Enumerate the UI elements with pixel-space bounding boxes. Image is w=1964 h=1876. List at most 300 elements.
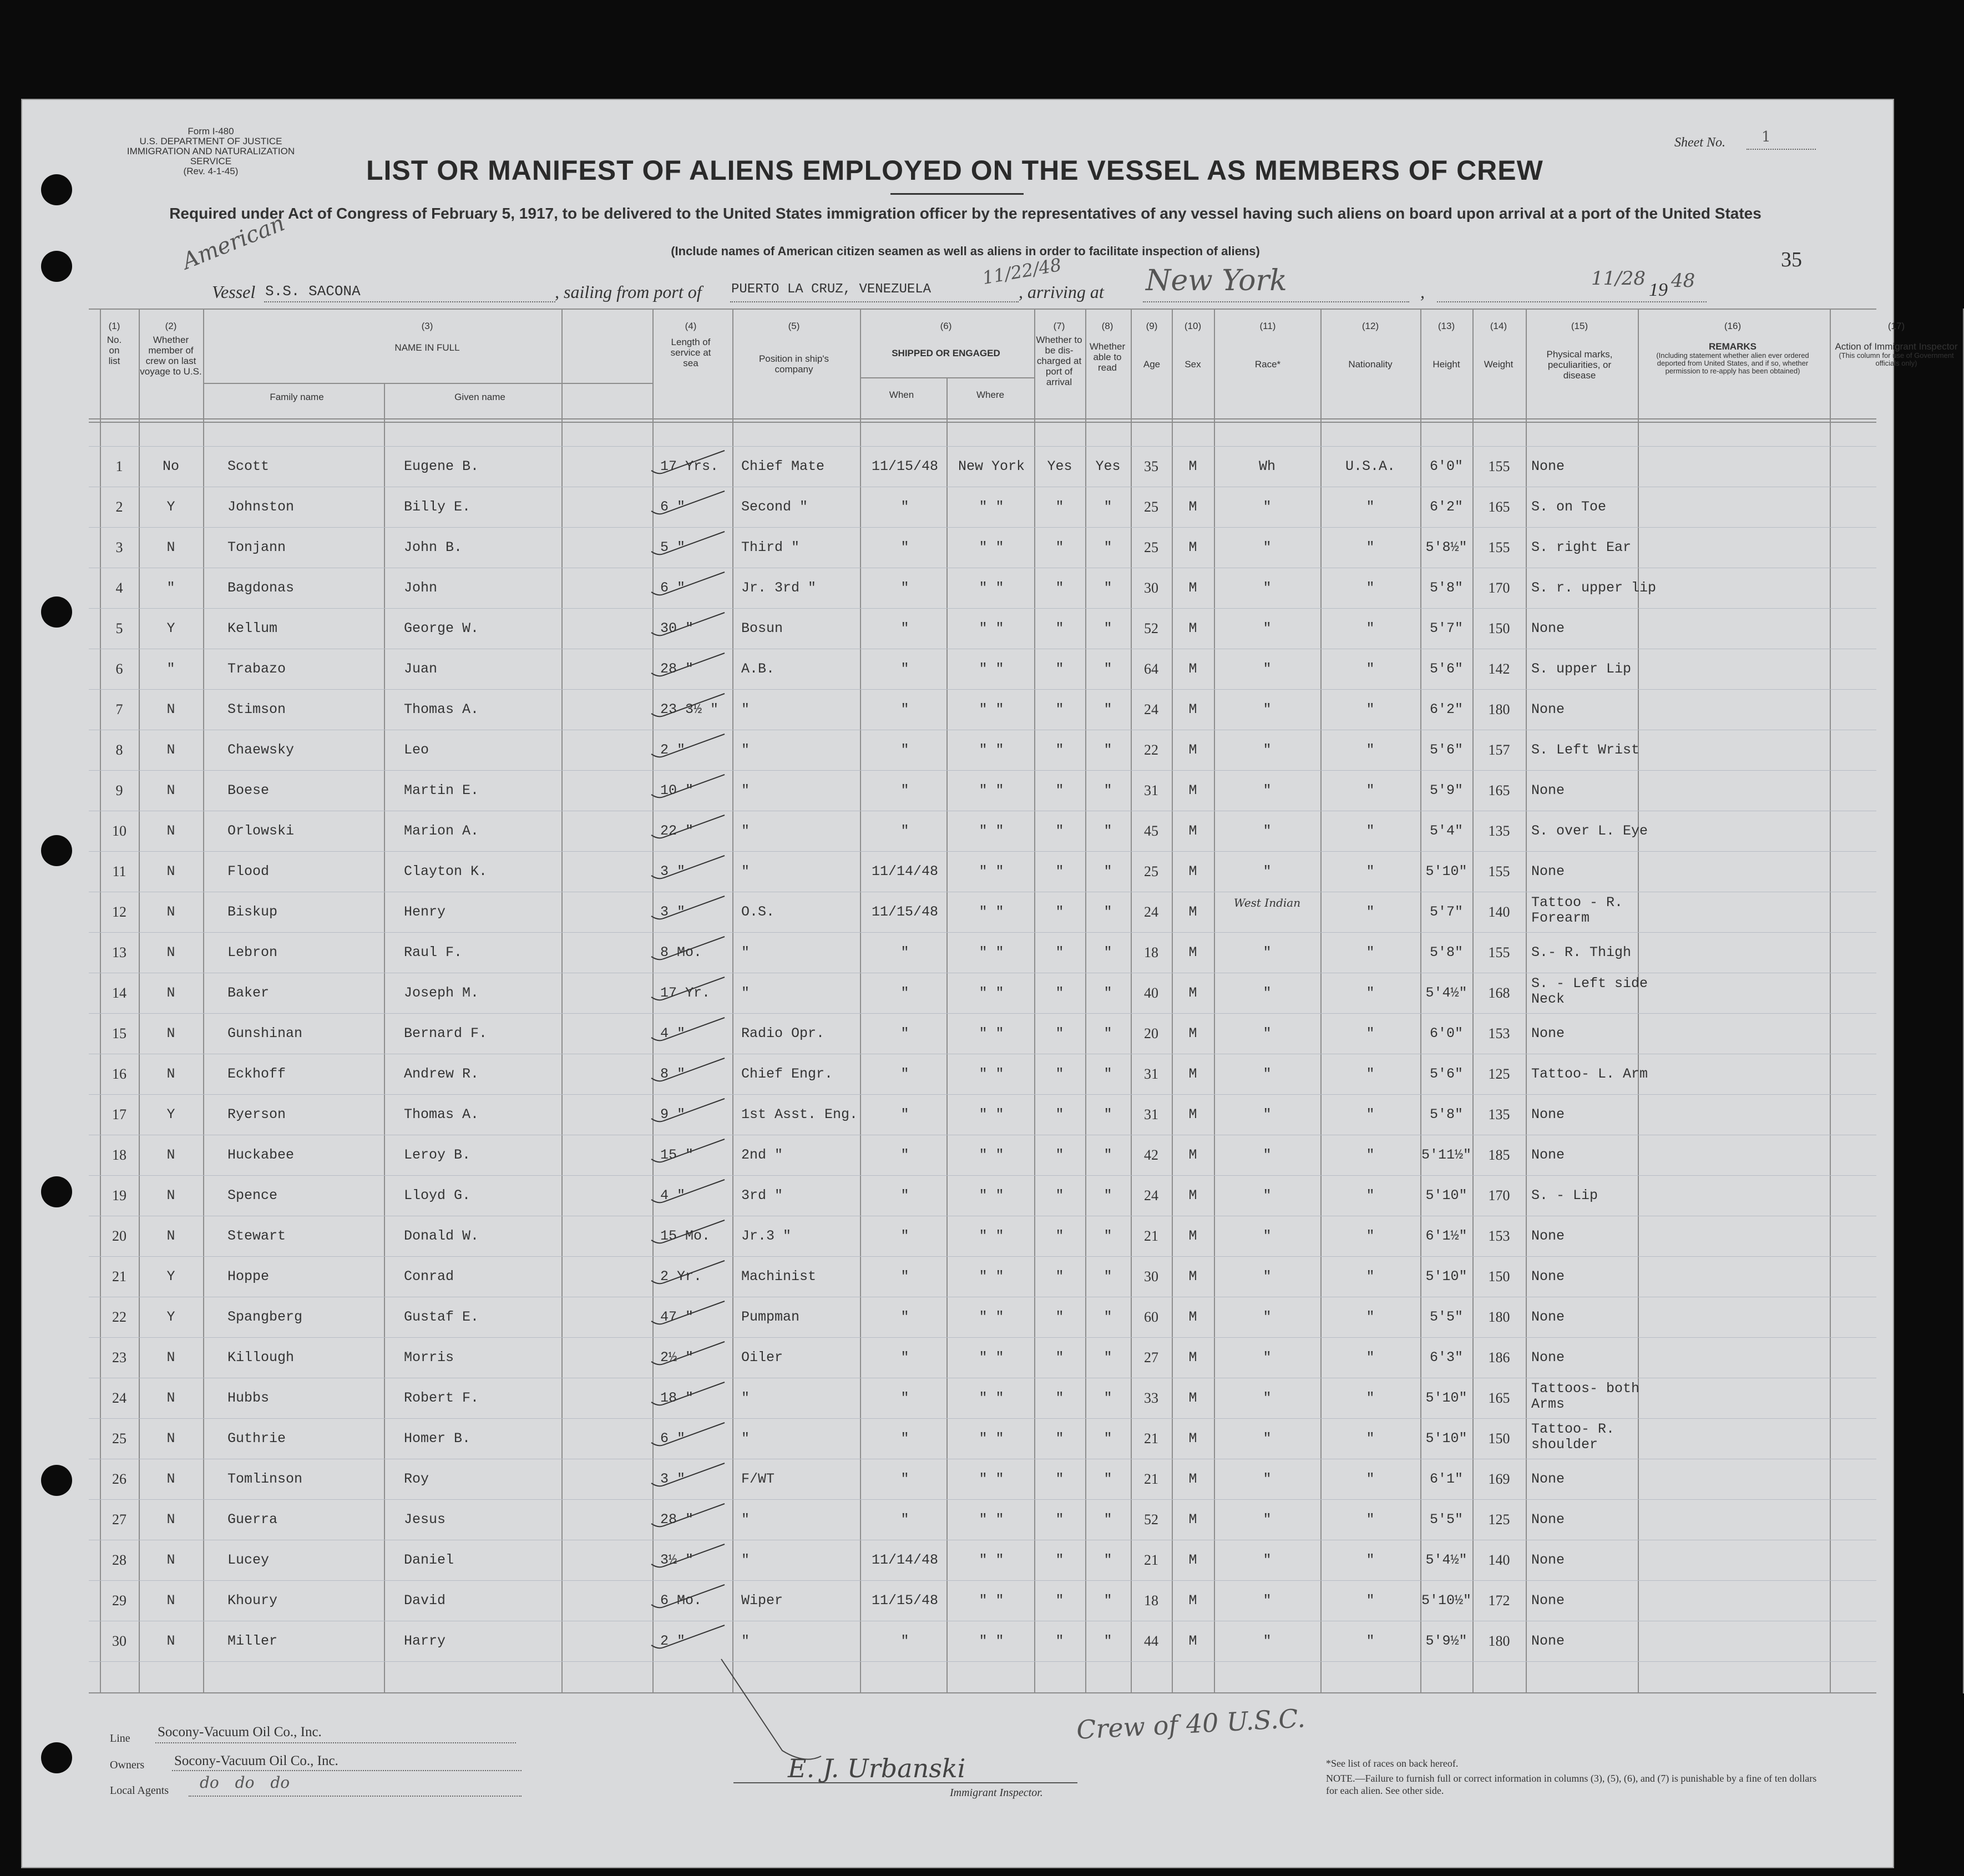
col10-num: (10) bbox=[1184, 321, 1202, 331]
cell-read: " bbox=[1104, 985, 1112, 1001]
cell-disch: " bbox=[1055, 1025, 1064, 1041]
races-note: *See list of races on back hereof. bbox=[1326, 1758, 1459, 1769]
col13-num: (13) bbox=[1437, 321, 1455, 331]
row-rule bbox=[89, 1580, 1876, 1581]
owners-value: Socony-Vacuum Oil Co., Inc. bbox=[174, 1753, 338, 1768]
cell-sex: M bbox=[1188, 620, 1197, 636]
cell-given: Bernard F. bbox=[404, 1025, 488, 1041]
cell-family: Kellum bbox=[227, 620, 278, 636]
cell-no: 11 bbox=[112, 863, 126, 879]
cell-sex: M bbox=[1188, 1187, 1197, 1204]
cell-crew: N bbox=[166, 1066, 175, 1082]
cell-family: Baker bbox=[227, 985, 270, 1001]
cell-service: 6 " bbox=[660, 499, 686, 515]
cell-nat: " bbox=[1366, 742, 1375, 758]
col15-header bbox=[1527, 321, 1632, 381]
cell-no: 26 bbox=[112, 1471, 126, 1487]
cell-height: 5'4½" bbox=[1425, 1552, 1467, 1568]
cell-crew: N bbox=[166, 985, 175, 1001]
cell-height: 6'2" bbox=[1429, 499, 1463, 515]
cell-given: Andrew R. bbox=[404, 1066, 479, 1082]
cell-where: " " bbox=[979, 985, 1004, 1001]
cell-weight: 185 bbox=[1488, 1147, 1510, 1163]
cell-sex: M bbox=[1188, 1552, 1197, 1568]
cell-when: " bbox=[900, 701, 909, 717]
cell-disch: " bbox=[1055, 863, 1064, 879]
cell-marks: Tattoo - R. Forearm bbox=[1531, 894, 1623, 926]
cell-marks: None bbox=[1531, 1349, 1565, 1366]
cell-service: 4 " bbox=[660, 1025, 686, 1041]
cell-no: 4 bbox=[115, 580, 123, 596]
cell-age: 31 bbox=[1144, 1066, 1158, 1082]
column-divider bbox=[732, 309, 733, 1693]
col15-num: (15) bbox=[1571, 321, 1588, 331]
col16-num: (16) bbox=[1724, 321, 1742, 331]
cell-service: 6 " bbox=[660, 580, 686, 596]
cell-family: Boese bbox=[227, 782, 270, 798]
cell-where: " " bbox=[979, 1552, 1004, 1568]
inspector-signature: E. J. Urbanski bbox=[788, 1753, 966, 1783]
cell-where: " " bbox=[979, 863, 1004, 879]
cell-race: " bbox=[1263, 1633, 1272, 1649]
cell-marks: S. on Toe bbox=[1531, 499, 1607, 515]
sailing-date: 11/22/48 bbox=[980, 254, 1063, 289]
cell-service: 22 " bbox=[660, 823, 694, 839]
row-rule bbox=[89, 689, 1876, 690]
cell-family: Guerra bbox=[227, 1511, 278, 1528]
cell-family: Bagdonas bbox=[227, 580, 295, 596]
cell-nat: " bbox=[1366, 1511, 1375, 1528]
cell-nat: " bbox=[1366, 782, 1375, 798]
cell-given: Daniel bbox=[404, 1552, 454, 1568]
cell-read: " bbox=[1104, 1390, 1112, 1406]
cell-service: 28 " bbox=[660, 661, 694, 677]
cell-disch: " bbox=[1055, 944, 1064, 960]
cell-when: " bbox=[900, 1268, 909, 1285]
cell-read: " bbox=[1104, 1552, 1112, 1568]
cell-position: Third " bbox=[741, 539, 800, 555]
cell-weight: 157 bbox=[1488, 742, 1510, 758]
cell-where: " " bbox=[979, 1430, 1004, 1447]
cell-position: " bbox=[741, 944, 750, 960]
cell-nat: " bbox=[1366, 1430, 1375, 1447]
col9-num: (9) bbox=[1146, 321, 1158, 331]
cell-service: 15 Mo. bbox=[660, 1228, 711, 1244]
cell-height: 5'4½" bbox=[1425, 985, 1467, 1001]
col3-subdivider bbox=[203, 383, 654, 384]
col14-num: (14) bbox=[1490, 321, 1507, 331]
cell-when: " bbox=[900, 944, 909, 960]
cell-sex: M bbox=[1188, 701, 1197, 717]
cell-sex: M bbox=[1188, 823, 1197, 839]
cell-sex: M bbox=[1188, 1471, 1197, 1487]
row-rule bbox=[89, 1175, 1876, 1176]
cell-read: " bbox=[1104, 499, 1112, 515]
cell-disch: " bbox=[1055, 620, 1064, 636]
cell-age: 64 bbox=[1144, 661, 1158, 677]
cell-where: " " bbox=[979, 1066, 1004, 1082]
cell-height: 5'7" bbox=[1429, 620, 1463, 636]
cell-race: " bbox=[1263, 1390, 1272, 1406]
cell-race: " bbox=[1263, 620, 1272, 636]
cell-weight: 180 bbox=[1488, 1309, 1510, 1325]
cell-race: " bbox=[1263, 661, 1272, 677]
cell-given: Raul F. bbox=[404, 944, 463, 960]
date-line bbox=[1437, 301, 1707, 302]
cell-age: 52 bbox=[1144, 1511, 1158, 1528]
include-note: (Include names of American citizen seamen as well as aliens in order to facilitate inspection of aliens) bbox=[671, 244, 1260, 258]
col16-header bbox=[1637, 321, 1829, 375]
cell-read: " bbox=[1104, 1025, 1112, 1041]
cell-where: " " bbox=[979, 1106, 1004, 1122]
cell-family: Killough bbox=[227, 1349, 295, 1366]
cell-age: 42 bbox=[1144, 1147, 1158, 1163]
cell-weight: 140 bbox=[1488, 904, 1510, 920]
cell-no: 8 bbox=[115, 742, 123, 758]
cell-when: " bbox=[900, 823, 909, 839]
cell-no: 21 bbox=[112, 1268, 126, 1285]
cell-marks: Tattoo- R. shoulder bbox=[1531, 1421, 1615, 1453]
cell-read: " bbox=[1104, 1309, 1112, 1325]
cell-weight: 155 bbox=[1488, 863, 1510, 879]
cell-weight: 155 bbox=[1488, 458, 1510, 474]
cell-sex: M bbox=[1188, 539, 1197, 555]
cell-given: Robert F. bbox=[404, 1390, 479, 1406]
cell-crew: N bbox=[166, 701, 175, 717]
cell-height: 5'5" bbox=[1429, 1511, 1463, 1528]
cell-disch: Yes bbox=[1047, 458, 1072, 474]
cell-given: Thomas A. bbox=[404, 701, 479, 717]
cell-weight: 153 bbox=[1488, 1025, 1510, 1041]
cell-sex: M bbox=[1188, 1633, 1197, 1649]
cell-service: 3 " bbox=[660, 863, 686, 879]
cell-read: " bbox=[1104, 1430, 1112, 1447]
cell-race: " bbox=[1263, 1228, 1272, 1244]
cell-no: 16 bbox=[112, 1066, 126, 1082]
cell-sex: M bbox=[1188, 580, 1197, 596]
cell-service: 2 " bbox=[660, 742, 686, 758]
cell-nat: " bbox=[1366, 863, 1375, 879]
cell-crew: N bbox=[166, 539, 175, 555]
cell-disch: " bbox=[1055, 1633, 1064, 1649]
cell-race: " bbox=[1263, 985, 1272, 1001]
cell-where: " " bbox=[979, 742, 1004, 758]
cell-read: " bbox=[1104, 1228, 1112, 1244]
cell-sex: M bbox=[1188, 1147, 1197, 1163]
cell-disch: " bbox=[1055, 1268, 1064, 1285]
column-divider bbox=[1526, 309, 1527, 1693]
col10-label: Sex bbox=[1185, 359, 1201, 370]
col15-label: Physical marks, peculiarities, or disease bbox=[1546, 349, 1613, 381]
cell-disch: " bbox=[1055, 742, 1064, 758]
cell-weight: 165 bbox=[1488, 782, 1510, 798]
service-check-mark bbox=[647, 448, 730, 482]
col2-label: Whether member of crew on last voyage to U.S. bbox=[140, 335, 202, 377]
cell-crew: N bbox=[166, 1228, 175, 1244]
cell-read: " bbox=[1104, 620, 1112, 636]
cell-read: " bbox=[1104, 1187, 1112, 1204]
cell-sex: M bbox=[1188, 1025, 1197, 1041]
year-printed: 19 bbox=[1649, 280, 1668, 300]
cell-disch: " bbox=[1055, 539, 1064, 555]
row-rule bbox=[89, 527, 1876, 528]
cell-marks: None bbox=[1531, 1511, 1565, 1528]
cell-sex: M bbox=[1188, 1430, 1197, 1447]
service-check-mark bbox=[647, 1299, 730, 1332]
cell-where: " " bbox=[979, 701, 1004, 717]
crew-note: Crew of 40 U.S.C. bbox=[1075, 1703, 1306, 1745]
service-check-mark bbox=[647, 772, 730, 806]
cell-read: " bbox=[1104, 1268, 1112, 1285]
arriving-port: New York bbox=[1146, 264, 1287, 297]
sheet-no-line bbox=[1747, 149, 1816, 150]
cell-age: 60 bbox=[1144, 1309, 1158, 1325]
cell-marks: None bbox=[1531, 1268, 1565, 1285]
cell-weight: 150 bbox=[1488, 1268, 1510, 1285]
cell-height: 5'6" bbox=[1429, 742, 1463, 758]
cell-position: " bbox=[741, 823, 750, 839]
cell-age: 22 bbox=[1144, 742, 1158, 758]
cell-read: " bbox=[1104, 782, 1112, 798]
cell-when: " bbox=[900, 1511, 909, 1528]
cell-no: 7 bbox=[115, 701, 123, 717]
row-rule bbox=[89, 1661, 1876, 1662]
col2-header bbox=[140, 321, 202, 377]
cell-no: 19 bbox=[112, 1187, 126, 1204]
cell-service: 47 " bbox=[660, 1309, 694, 1325]
cell-sex: M bbox=[1188, 1268, 1197, 1285]
col12-num: (12) bbox=[1361, 321, 1379, 331]
cell-nat: " bbox=[1366, 701, 1375, 717]
cell-sex: M bbox=[1188, 1106, 1197, 1122]
cell-position: " bbox=[741, 1511, 750, 1528]
cell-service: 28 " bbox=[660, 1511, 694, 1528]
cell-weight: 155 bbox=[1488, 944, 1510, 960]
vessel-name: S.S. SACONA bbox=[265, 283, 361, 300]
cell-position: 2nd " bbox=[741, 1147, 783, 1163]
table-bottom-border bbox=[89, 1692, 1876, 1693]
col13-header bbox=[1421, 321, 1471, 370]
vessel-handwritten-prefix: American bbox=[179, 210, 288, 275]
cell-race: " bbox=[1263, 539, 1272, 555]
cell-read: " bbox=[1104, 1349, 1112, 1366]
cell-crew: N bbox=[166, 1390, 175, 1406]
cell-family: Tomlinson bbox=[227, 1471, 303, 1487]
cell-no: 27 bbox=[112, 1511, 126, 1528]
cell-where: " " bbox=[979, 1592, 1004, 1609]
col7-header bbox=[1034, 321, 1084, 387]
cell-age: 18 bbox=[1144, 944, 1158, 960]
cell-read: " bbox=[1104, 944, 1112, 960]
cell-sex: M bbox=[1188, 1228, 1197, 1244]
cell-when: " bbox=[900, 782, 909, 798]
cell-crew: N bbox=[166, 1592, 175, 1609]
cell-sex: M bbox=[1188, 1349, 1197, 1366]
cell-marks: S. over L. Eye bbox=[1531, 823, 1648, 839]
owners-underline bbox=[172, 1770, 522, 1771]
cell-nat: " bbox=[1366, 539, 1375, 555]
cell-read: " bbox=[1104, 742, 1112, 758]
cell-crew: Y bbox=[166, 499, 175, 515]
cell-nat: " bbox=[1366, 1228, 1375, 1244]
cell-read: " bbox=[1104, 1471, 1112, 1487]
form-header bbox=[111, 127, 311, 176]
cell-age: 33 bbox=[1144, 1390, 1158, 1406]
cell-where: " " bbox=[979, 944, 1004, 960]
service-check-mark bbox=[647, 1623, 730, 1656]
cell-age: 31 bbox=[1144, 1106, 1158, 1122]
cell-weight: 135 bbox=[1488, 1106, 1510, 1122]
col8-num: (8) bbox=[1101, 321, 1113, 331]
col7-label: Whether to be dis-charged at port of arrival bbox=[1036, 335, 1082, 387]
cell-marks: None bbox=[1531, 701, 1565, 717]
cell-nat: " bbox=[1366, 944, 1375, 960]
service-check-mark bbox=[647, 1218, 730, 1251]
cell-race: " bbox=[1263, 742, 1272, 758]
row-rule bbox=[89, 1256, 1876, 1257]
cell-position: Pumpman bbox=[741, 1309, 800, 1325]
cell-where: " " bbox=[979, 1228, 1004, 1244]
cell-where: " " bbox=[979, 1309, 1004, 1325]
punch-hole bbox=[41, 596, 72, 628]
cell-race: West Indian bbox=[1233, 896, 1301, 909]
cell-position: Machinist bbox=[741, 1268, 817, 1285]
cell-sex: M bbox=[1188, 985, 1197, 1001]
col1-num: (1) bbox=[108, 321, 120, 331]
punch-hole bbox=[41, 835, 72, 866]
service-check-mark bbox=[647, 1056, 730, 1089]
cell-when: " bbox=[900, 742, 909, 758]
cell-when: " bbox=[900, 580, 909, 596]
cell-no: 17 bbox=[112, 1106, 126, 1122]
col14-header bbox=[1474, 321, 1523, 370]
cell-read: " bbox=[1104, 823, 1112, 839]
cell-height: 5'10½" bbox=[1421, 1592, 1471, 1609]
col14-label: Weight bbox=[1484, 359, 1514, 370]
col13-label: Height bbox=[1432, 359, 1460, 370]
cell-when: " bbox=[900, 1025, 909, 1041]
cell-given: Conrad bbox=[404, 1268, 454, 1285]
cell-disch: " bbox=[1055, 1106, 1064, 1122]
cell-given: John bbox=[404, 580, 438, 596]
cell-no: 30 bbox=[112, 1633, 126, 1649]
cell-given: Juan bbox=[404, 661, 438, 677]
cell-sex: M bbox=[1188, 1511, 1197, 1528]
cell-where: " " bbox=[979, 1349, 1004, 1366]
column-divider bbox=[561, 309, 563, 1693]
cell-family: Stewart bbox=[227, 1228, 286, 1244]
cell-read: " bbox=[1104, 1147, 1112, 1163]
cell-height: 5'6" bbox=[1429, 1066, 1463, 1082]
cell-crew: N bbox=[166, 1633, 175, 1649]
cell-when: " bbox=[900, 1430, 909, 1447]
cell-position: " bbox=[741, 1390, 750, 1406]
cell-height: 5'9½" bbox=[1425, 1633, 1467, 1649]
inspector-label: Immigrant Inspector. bbox=[950, 1787, 1043, 1799]
cell-crew: " bbox=[166, 580, 175, 596]
cell-family: Orlowski bbox=[227, 823, 295, 839]
cell-weight: 140 bbox=[1488, 1552, 1510, 1568]
cell-service: 6 " bbox=[660, 1430, 686, 1447]
cell-family: Khoury bbox=[227, 1592, 278, 1609]
cell-sex: M bbox=[1188, 782, 1197, 798]
line-value: Socony-Vacuum Oil Co., Inc. bbox=[158, 1725, 322, 1740]
cell-race: " bbox=[1263, 1430, 1272, 1447]
col17-num: (17) bbox=[1887, 321, 1905, 331]
cell-disch: " bbox=[1055, 985, 1064, 1001]
cell-age: 44 bbox=[1144, 1633, 1158, 1649]
cell-when: 11/15/48 bbox=[871, 904, 939, 920]
service-check-mark bbox=[647, 651, 730, 684]
cell-disch: " bbox=[1055, 701, 1064, 717]
cell-nat: " bbox=[1366, 499, 1375, 515]
arriving-label: , arriving at bbox=[1019, 282, 1104, 302]
cell-age: 52 bbox=[1144, 620, 1158, 636]
cell-disch: " bbox=[1055, 1228, 1064, 1244]
cell-read: " bbox=[1104, 539, 1112, 555]
cell-weight: 172 bbox=[1488, 1592, 1510, 1609]
cell-given: Leo bbox=[404, 742, 429, 758]
cell-height: 6'0" bbox=[1429, 1025, 1463, 1041]
cell-family: Johnston bbox=[227, 499, 295, 515]
cell-weight: 186 bbox=[1488, 1349, 1510, 1366]
col11-header bbox=[1215, 321, 1320, 370]
cell-nat: " bbox=[1366, 1592, 1375, 1609]
cell-marks: Tattoo- L. Arm bbox=[1531, 1066, 1648, 1082]
punch-hole bbox=[41, 1742, 72, 1773]
cell-age: 45 bbox=[1144, 823, 1158, 839]
service-check-mark bbox=[647, 813, 730, 846]
cell-read: " bbox=[1104, 904, 1112, 920]
col16-label: REMARKS bbox=[1709, 341, 1757, 352]
row-rule bbox=[89, 1499, 1876, 1500]
cell-weight: 169 bbox=[1488, 1471, 1510, 1487]
agents-label: Local Agents bbox=[110, 1784, 169, 1797]
cell-no: 1 bbox=[115, 458, 123, 474]
punch-hole bbox=[41, 1176, 72, 1207]
cell-given: Clayton K. bbox=[404, 863, 488, 879]
cell-given: Henry bbox=[404, 904, 446, 920]
column-divider bbox=[946, 377, 948, 1693]
cell-sex: M bbox=[1188, 1592, 1197, 1609]
col9-header bbox=[1132, 321, 1172, 370]
column-divider bbox=[1830, 309, 1831, 1693]
cell-age: 25 bbox=[1144, 499, 1158, 515]
row-rule bbox=[89, 1094, 1876, 1095]
cell-nat: " bbox=[1366, 1552, 1375, 1568]
cell-no: 5 bbox=[115, 620, 123, 636]
cell-family: Lucey bbox=[227, 1552, 270, 1568]
cell-disch: " bbox=[1055, 1390, 1064, 1406]
stamp-number: 35 bbox=[1781, 248, 1802, 271]
cell-age: 30 bbox=[1144, 580, 1158, 596]
cell-crew: Y bbox=[166, 1309, 175, 1325]
cell-marks: S. - Lip bbox=[1531, 1187, 1598, 1204]
cell-race: " bbox=[1263, 782, 1272, 798]
cell-position: A.B. bbox=[741, 661, 775, 677]
cell-given: Lloyd G. bbox=[404, 1187, 471, 1204]
cell-nat: " bbox=[1366, 580, 1375, 596]
cell-position: Jr. 3rd " bbox=[741, 580, 817, 596]
cell-race: " bbox=[1263, 701, 1272, 717]
cell-sex: M bbox=[1188, 661, 1197, 677]
cell-height: 5'11½" bbox=[1421, 1147, 1471, 1163]
service-check-mark bbox=[647, 934, 730, 968]
cell-age: 21 bbox=[1144, 1430, 1158, 1447]
cell-service: 8 Mo. bbox=[660, 944, 702, 960]
cell-crew: N bbox=[166, 1552, 175, 1568]
cell-no: 23 bbox=[112, 1349, 126, 1366]
